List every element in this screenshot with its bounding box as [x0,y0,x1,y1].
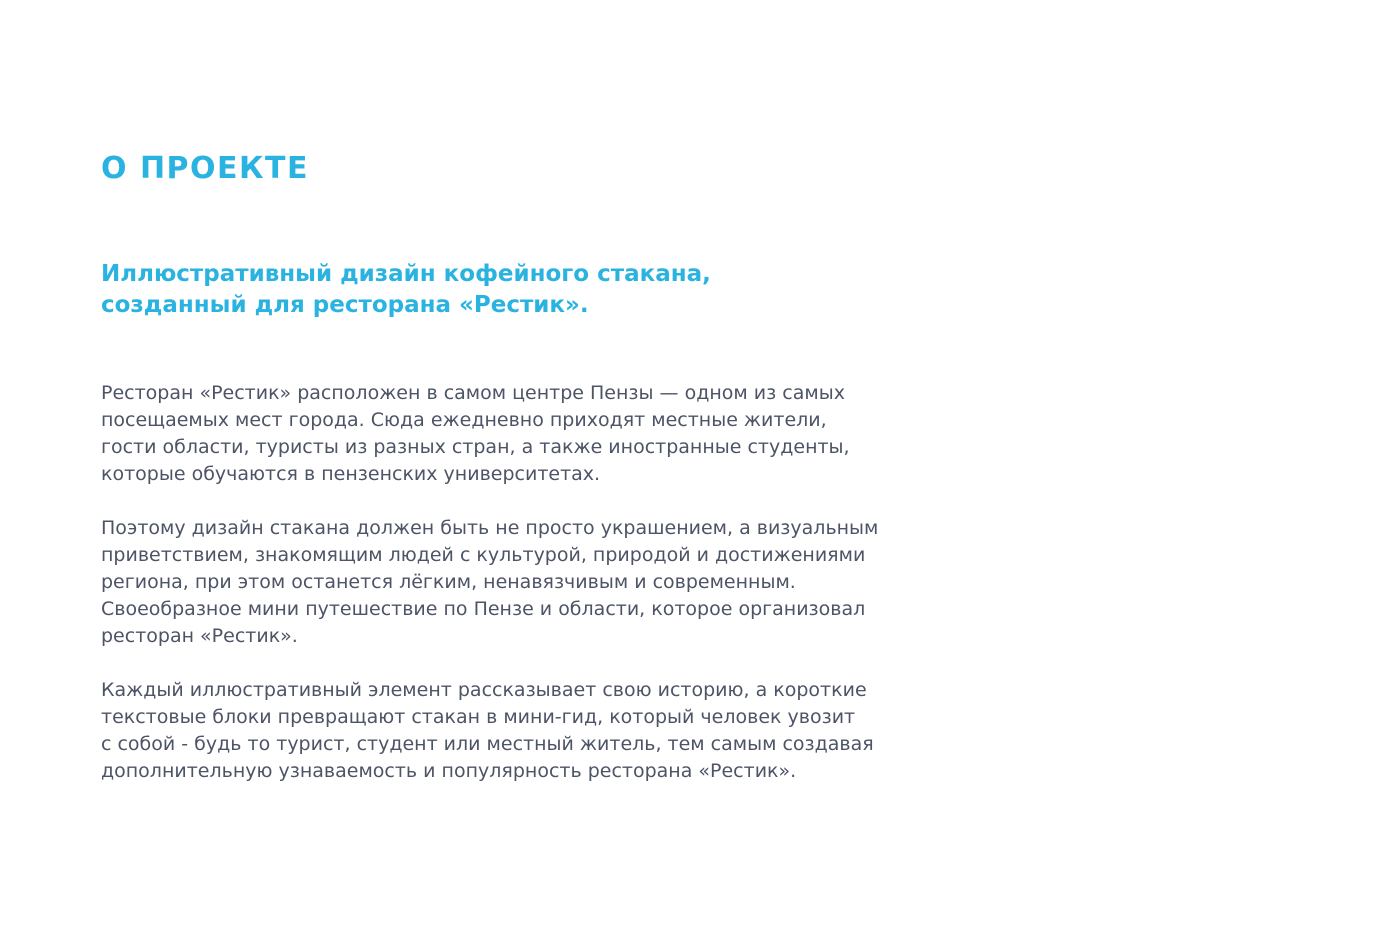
paragraph-location [101,380,961,488]
paragraph-line: посещаемых мест города. Сюда ежедневно приходят местные жители, [101,409,827,431]
paragraph-line: гости области, туристы из разных стран, а также иностранные студенты, [101,436,850,458]
paragraph-illustrations [101,677,961,785]
paragraph-line: дополнительную узнаваемость и популярность ресторана «Рестик». [101,760,797,782]
paragraph-line: приветствием, знакомящим людей с культурой, природой и достижениями [101,544,866,566]
project-subtitle [101,259,711,321]
paragraph-line: текстовые блоки превращают стакан в мини-гид, который человек увозит [101,706,856,728]
paragraph-design-goal [101,515,961,650]
paragraph-line: Каждый иллюстративный элемент рассказывает свою историю, а короткие [101,679,867,701]
paragraph-line: с собой - будь то турист, студент или местный житель, тем самым создавая [101,733,874,755]
paragraph-line: Ресторан «Рестик» расположен в самом центре Пензы — одном из самых [101,382,845,404]
paragraph-line: которые обучаются в пензенских университетах. [101,463,601,485]
section-title: О ПРОЕКТЕ [101,151,310,186]
paragraph-line: Своеобразное мини путешествие по Пензе и области, которое организовал [101,598,866,620]
paragraph-line: ресторан «Рестик». [101,625,298,647]
subtitle-line: Иллюстративный дизайн кофейного стакана, [101,261,711,287]
subtitle-line: созданный для ресторана «Рестик». [101,292,589,318]
project-description [101,380,961,812]
paragraph-line: Поэтому дизайн стакана должен быть не просто украшением, а визуальным [101,517,879,539]
paragraph-line: региона, при этом останется лёгким, ненавязчивым и современным. [101,571,796,593]
